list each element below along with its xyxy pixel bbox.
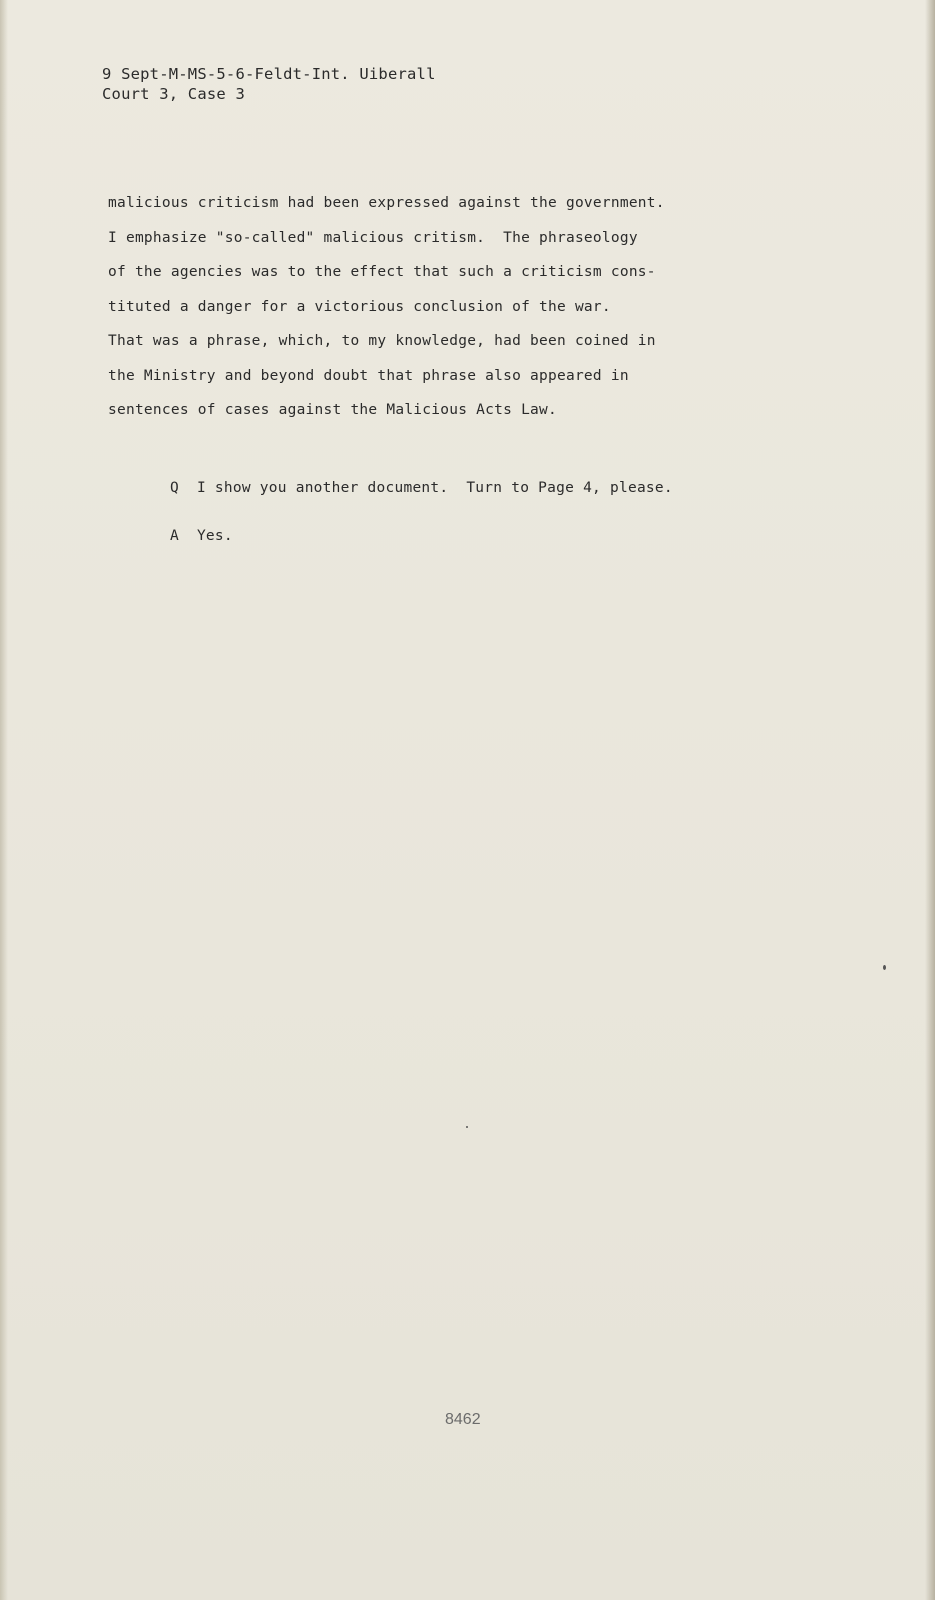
header-session-line: 9 Sept-M-MS-5-6-Feldt-Int. Uiberall (102, 65, 436, 83)
testimony-line: the Ministry and beyond doubt that phrase also appeared in (108, 367, 629, 384)
transcript-header (102, 64, 436, 104)
paper-speck (466, 1126, 468, 1128)
testimony-line: I emphasize "so-called" malicious critism. The phraseology (108, 229, 638, 246)
testimony-line: malicious criticism had been expressed against the government. (108, 195, 665, 211)
testimony-line: of the agencies was to the effect that such a criticism cons- (108, 264, 656, 280)
answer-line: A Yes. (170, 528, 233, 544)
testimony-line: tituted a danger for a victorious conclusion of the war. (108, 298, 611, 315)
testimony-line: sentences of cases against the Malicious Acts Law. (108, 402, 557, 418)
page-number: 8462 (445, 1411, 481, 1428)
testimony-line: That was a phrase, which, to my knowledge, had been coined in (108, 333, 656, 349)
question-line: Q I show you another document. Turn to Page 4, please. (170, 480, 673, 496)
page-edge-right (925, 0, 935, 1600)
page-edge-left (0, 0, 8, 1600)
testimony-body (108, 186, 868, 428)
header-court-line: Court 3, Case 3 (102, 85, 245, 103)
paper-speck (883, 965, 886, 970)
